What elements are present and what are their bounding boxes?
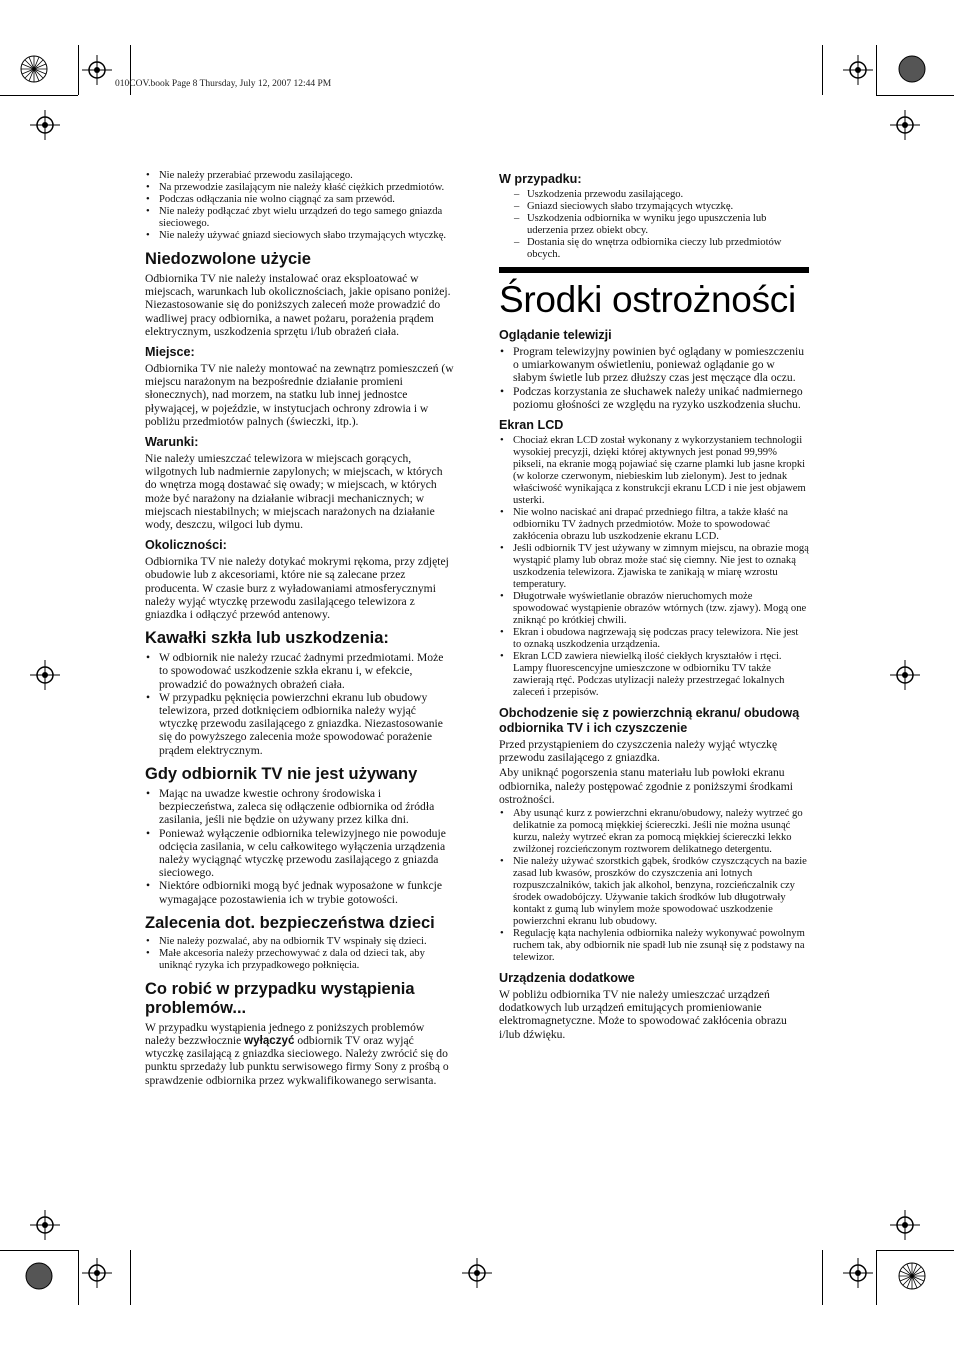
list-item: • Nie należy pozwalać, aby na odbiornik TV wspinały się dzieci. [145,936,455,948]
subheading-miejsce: Miejsce: [145,345,195,360]
section-heading-kawalki: Kawałki szkła lub uszkodzenia: [145,629,389,648]
paragraph: Przed przystąpieniem do czyszczenia należy wyjąć wtyczkę przewodu zasilającego z gniazdka. [499,738,778,765]
registration-mark-icon [30,660,60,690]
list-item: • Chociaż ekran LCD został wykonany z wykorzystaniem technologii wysokiej precyzji, dzięki której aktywnych jest ponad 99,99% pikseli, na ekranie mogą pojawiać się czarne plamki lub jasne kropki (w kolorze czerwonym, niebieskim lub zielonym). Jest to jednak właściwość wynikająca z konstrukcji ekranu LCD i nie jest objawem usterki. [499,435,809,507]
bullet-list [499,808,809,964]
list-item: • Podczas korzystania ze słuchawek należy unikać nadmiernego poziomu głośności ze względu na ryzyko uszkodzenia słuchu. [499,385,809,411]
list-item: • Nie należy przerabiać przewodu zasilającego. [145,170,455,182]
list-item: – Uszkodzenia przewodu zasilającego. [513,189,809,201]
grey-circle-icon [898,55,926,83]
registration-mark-icon [30,110,60,140]
print-header: 010COV.book Page 8 Thursday, July 12, 2007 12:44 PM [115,79,332,89]
paragraph: Aby uniknąć pogorszenia stanu materiału lub powłoki ekranu odbiornika, należy postępować zgodnie z poniższymi środkami ostrożności. [499,766,793,806]
text-span: odbiornik TV oraz wyjąć wtyczkę zasilającą z gniazdka sieciowego. Należy zwrócić się do punktu sprzedaży lub punktu serwisowego firmy Sony z prośbą o sprawdzenie odbiornika przez wykwalifikowanego serwisanta. [145,1033,449,1087]
title-rule [499,267,809,273]
list-item: • Małe akcesoria należy przechowywać z dala od dzieci tak, aby uniknąć ryzyka ich przypadkowego połknięcia. [145,948,455,972]
paragraph: Nie należy umieszczać telewizora w miejscach gorących, wilgotnych lub nadmiernie zapylonych; w miejscach, w których do wnętrza mogą dostawać się owady; w miejscach, w których może być narażony na działanie wibracji mechanicznych; w miejscach niestabilnych; w miejscach narażonych na działanie wody, deszczu, wilgoci lub dymu. [145,452,443,532]
dash-list [499,189,809,261]
list-item: • Nie należy używać szorstkich gąbek, środków czyszczących na bazie zasad lub kwasów, proszków do czyszczenia ani lotnych rozpuszczalników, takich jak alkohol, benzyna, rozcieńczalnik czy środek owadobójczy. Używanie takich środków lub długotrwały kontakt z gumą lub winylem może spowodować uszkodzenie powierzchni ekranu lub obudowy. [499,856,809,928]
registration-mark-icon [82,55,112,85]
list-item: • Niektóre odbiorniki mogą być jednak wyposażone w funkcje wymagające pozostawienia ich w trybie gotowości. [145,879,455,905]
list-item: • Na przewodzie zasilającym nie należy kłaść ciężkich przedmiotów. [145,182,455,194]
registration-mark-icon [82,1258,112,1288]
list-item: • Podczas odłączania nie wolno ciągnąć za sam przewód. [145,194,455,206]
color-bar-icon [20,55,48,83]
paragraph: Odbiornika TV nie należy instalować oraz eksploatować w miejscach, warunkach lub okolicznościach, jakie opisano poniżej. Niezastosowanie się do poniższych zaleceń może prowadzić do wadliwej pracy odbiornika, a nawet pożaru, porażenia prądem elektrycznym, uszkodzenia sprzętu i/lub obrażeń ciała. [145,272,451,338]
paragraph: W pobliżu odbiornika TV nie należy umieszczać urządzeń dodatkowych lub urządzeń emitujących promieniowanie elektromagnetyczne. Może to spowodować zakłócenia obrazu i/lub dźwięku. [499,988,787,1041]
registration-mark-icon [462,1258,492,1288]
subheading-ekran-lcd: Ekran LCD [499,418,564,433]
registration-mark-icon [890,660,920,690]
bullet-list [499,345,809,411]
section-heading-dzieci: Zalecenia dot. bezpieczeństwa dzieci [145,913,435,932]
registration-mark-icon [843,1258,873,1288]
list-item: • Regulację kąta nachylenia odbiornika należy wykonywać powolnym ruchem tak, aby odbiornik nie spadł lub nie zsunął się z podstawy na telewizor. [499,928,809,964]
bullet-list [145,936,455,972]
subheading-w-przypadku: W przypadku: [499,172,582,186]
registration-mark-icon [890,110,920,140]
list-item: • Program telewizyjny powinien być oglądany w pomieszczeniu o umiarkowanym oświetleniu, ponieważ oglądanie go w słabym świetle lub przez dłuższy czas jest męczące dla oczu. [499,345,809,385]
subheading-warunki: Warunki: [145,435,199,450]
paragraph [145,1021,455,1087]
subheading-urzadzenia: Urządzenia dodatkowe [499,971,635,986]
paragraph: Odbiornika TV nie należy montować na zewnątrz pomieszczeń (w miejscu narażonym na bezpośrednie działanie promieni słonecznych), nad morzem, na statku lub innej jednostce pływającej, w pojeździe, w instytucjach ochrony zdrowia i w pobliżu przedmiotów palnych (świeczki, itp.). [145,362,454,428]
section-heading-co-robic: Co robić w przypadku wystąpienia problemów... [145,979,415,1017]
grey-circle-icon [25,1262,53,1290]
subheading-ogladanie: Oglądanie telewizji [499,328,612,342]
subheading-okolicznosci: Okoliczności: [145,538,227,553]
paragraph: Odbiornika TV nie należy dotykać mokrymi rękoma, przy zdjętej obudowie lub z akcesoriami, które nie są zalecane przez producenta. W czasie burz z wyładowaniami atmosferycznymi należy wyjąć wtyczkę przewodu zasilającego telewizora z gniazdka i odłączyć przewód antenowy. [145,555,449,622]
registration-mark-icon [890,1210,920,1240]
list-item: • Długotrwałe wyświetlanie obrazów nieruchomych może spowodować wystąpienie obrazów wtórnych (tzw. zjawy). Mogą one zniknąć po krótkiej chwili. [499,591,809,627]
text-span: W przypadku wystąpienia jednego z poniższych problemów należy bezzwłocznie [145,1020,425,1047]
list-item: • W odbiornik nie należy rzucać żadnymi przedmiotami. Może to spowodować uszkodzenie szkła ekranu i, w efekcie, prowadzić do poważnych obrażeń ciała. [145,651,455,691]
list-item: • Ekran LCD zawiera niewielką ilość ciekłych kryształów i rtęci. Lampy fluorescencyjne umieszczone w odbiorniku TV także zawierają rtęć. Podczas utylizacji należy przestrzegać lokalnych zaleceń i przepisów. [499,651,809,699]
bullet-list [145,651,455,757]
left-column [145,170,455,1089]
list-item: – Dostania się do wnętrza odbiornika cieczy lub przedmiotów obcych. [513,237,809,261]
page-title: Środki ostrożności [499,279,796,320]
bullet-list [499,435,809,699]
list-item: – Uszkodzenia odbiornika w wyniku jego upuszczenia lub uderzenia przez obiekt obcy. [513,213,809,237]
registration-mark-icon [30,1210,60,1240]
list-item: • Ekran i obudowa nagrzewają się podczas pracy telewizora. Nie jest to oznaką uszkodzenia urządzenia. [499,627,809,651]
list-item: • Aby usunąć kurz z powierzchni ekranu/obudowy, należy wytrzeć go delikatnie za pomocą miękkiej ściereczki. Jeśli nie można usunąć kurzu, należy wytrzeć ekran za pomocą miękkiej ściereczki lekko zwilżonej rozcieńczonym roztworem delikatnego detergentu. [499,808,809,856]
list-item: – Gniazd sieciowych słabo trzymających wtyczkę. [513,201,809,213]
bullet-list [145,787,455,906]
right-column [499,170,809,1043]
intro-bullet-list [145,170,455,242]
list-item: • Jeśli odbiornik TV jest używany w zimnym miejscu, na obrazie mogą wystąpić plamy lub obraz może stać się ciemny. Nie jest to oznaką uszkodzenia telewizora. Zjawiska te zanikają w miarę wzrostu temperatury. [499,543,809,591]
color-bar-icon [898,1262,926,1290]
list-item: • Nie należy podłączać zbyt wielu urządzeń do tego samego gniazda sieciowego. [145,206,455,230]
registration-mark-icon [843,55,873,85]
subheading-obchodzenie: Obchodzenie się z powierzchnią ekranu/ obudową odbiornika TV i ich czyszczenie [499,706,800,736]
section-heading-gdy-nieuzywany: Gdy odbiornik TV nie jest używany [145,764,418,783]
list-item: • W przypadku pęknięcia powierzchni ekranu lub obudowy telewizora, przed dotknięciem odbiornika należy wyjąć wtyczkę przewodu zasilającego z gniazdka. Niezastosowanie się do powyższego zalecenia może spowodować porażenie prądem elektrycznym. [145,691,455,757]
list-item: • Mając na uwadze kwestie ochrony środowiska i bezpieczeństwa, zaleca się odłączenie odbiornika od źródła zasilania, jeśli nie będzie on używany przez kilka dni. [145,787,455,827]
list-item: • Nie należy używać gniazd sieciowych słabo trzymających wtyczkę. [145,230,455,242]
list-item: • Nie wolno naciskać ani drapać przedniego filtra, a także kłaść na odbiorniku TV żadnych przedmiotów. Może to spowodować zakłócenia obrazu lub uszkodzenie ekranu LCD. [499,507,809,543]
emphasis-text: wyłączyć [244,1033,295,1047]
list-item: • Ponieważ wyłączenie odbiornika telewizyjnego nie powoduje odcięcia zasilania, w celu całkowitego wyłączenia urządzenia należy wyciągnąć wtyczkę przewodu zasilającego z gniazda sieciowego. [145,827,455,880]
section-heading-niedozwolone: Niedozwolone użycie [145,250,311,268]
